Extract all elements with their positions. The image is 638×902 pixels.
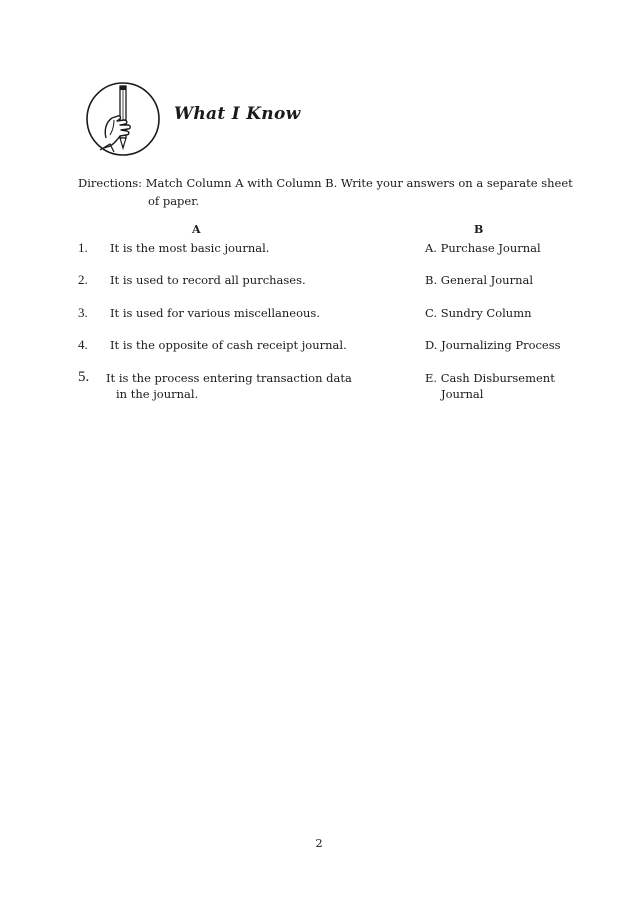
item-number: 2. — [78, 272, 88, 287]
item-question: It is the opposite of cash receipt journal. — [110, 338, 347, 352]
item-answer-line-2: Journal — [441, 387, 484, 401]
item-answer: A. Purchase Journal — [425, 241, 541, 255]
item-number: 4. — [78, 337, 88, 352]
column-a-header: A — [192, 223, 201, 236]
item-number: 5. — [78, 369, 90, 385]
directions-line-2: of paper. — [148, 194, 200, 208]
column-b-header: B — [474, 223, 484, 236]
item-question-line-1: It is the process entering transaction data — [106, 371, 352, 385]
item-question — [106, 370, 352, 402]
item-answer-line-1: E. Cash Disbursement — [425, 371, 555, 385]
directions — [78, 174, 578, 210]
hand-holding-pencil-icon — [84, 80, 162, 158]
directions-line-1: Directions: Match Column A with Column B. Write your answers on a separate sheet — [78, 176, 573, 190]
item-question-line-2: in the journal. — [116, 387, 199, 401]
page-number: 2 — [315, 836, 323, 850]
item-answer: B. General Journal — [425, 273, 534, 287]
item-question: It is the most basic journal. — [110, 241, 270, 255]
item-question: It is used for various miscellaneous. — [110, 306, 320, 320]
item-answer — [425, 370, 555, 402]
item-question: It is used to record all purchases. — [110, 273, 306, 287]
item-number: 1. — [78, 240, 88, 255]
item-number: 3. — [78, 305, 88, 320]
item-answer: C. Sundry Column — [425, 306, 532, 320]
item-answer: D. Journalizing Process — [425, 338, 561, 352]
section-title: What I Know — [174, 104, 301, 124]
